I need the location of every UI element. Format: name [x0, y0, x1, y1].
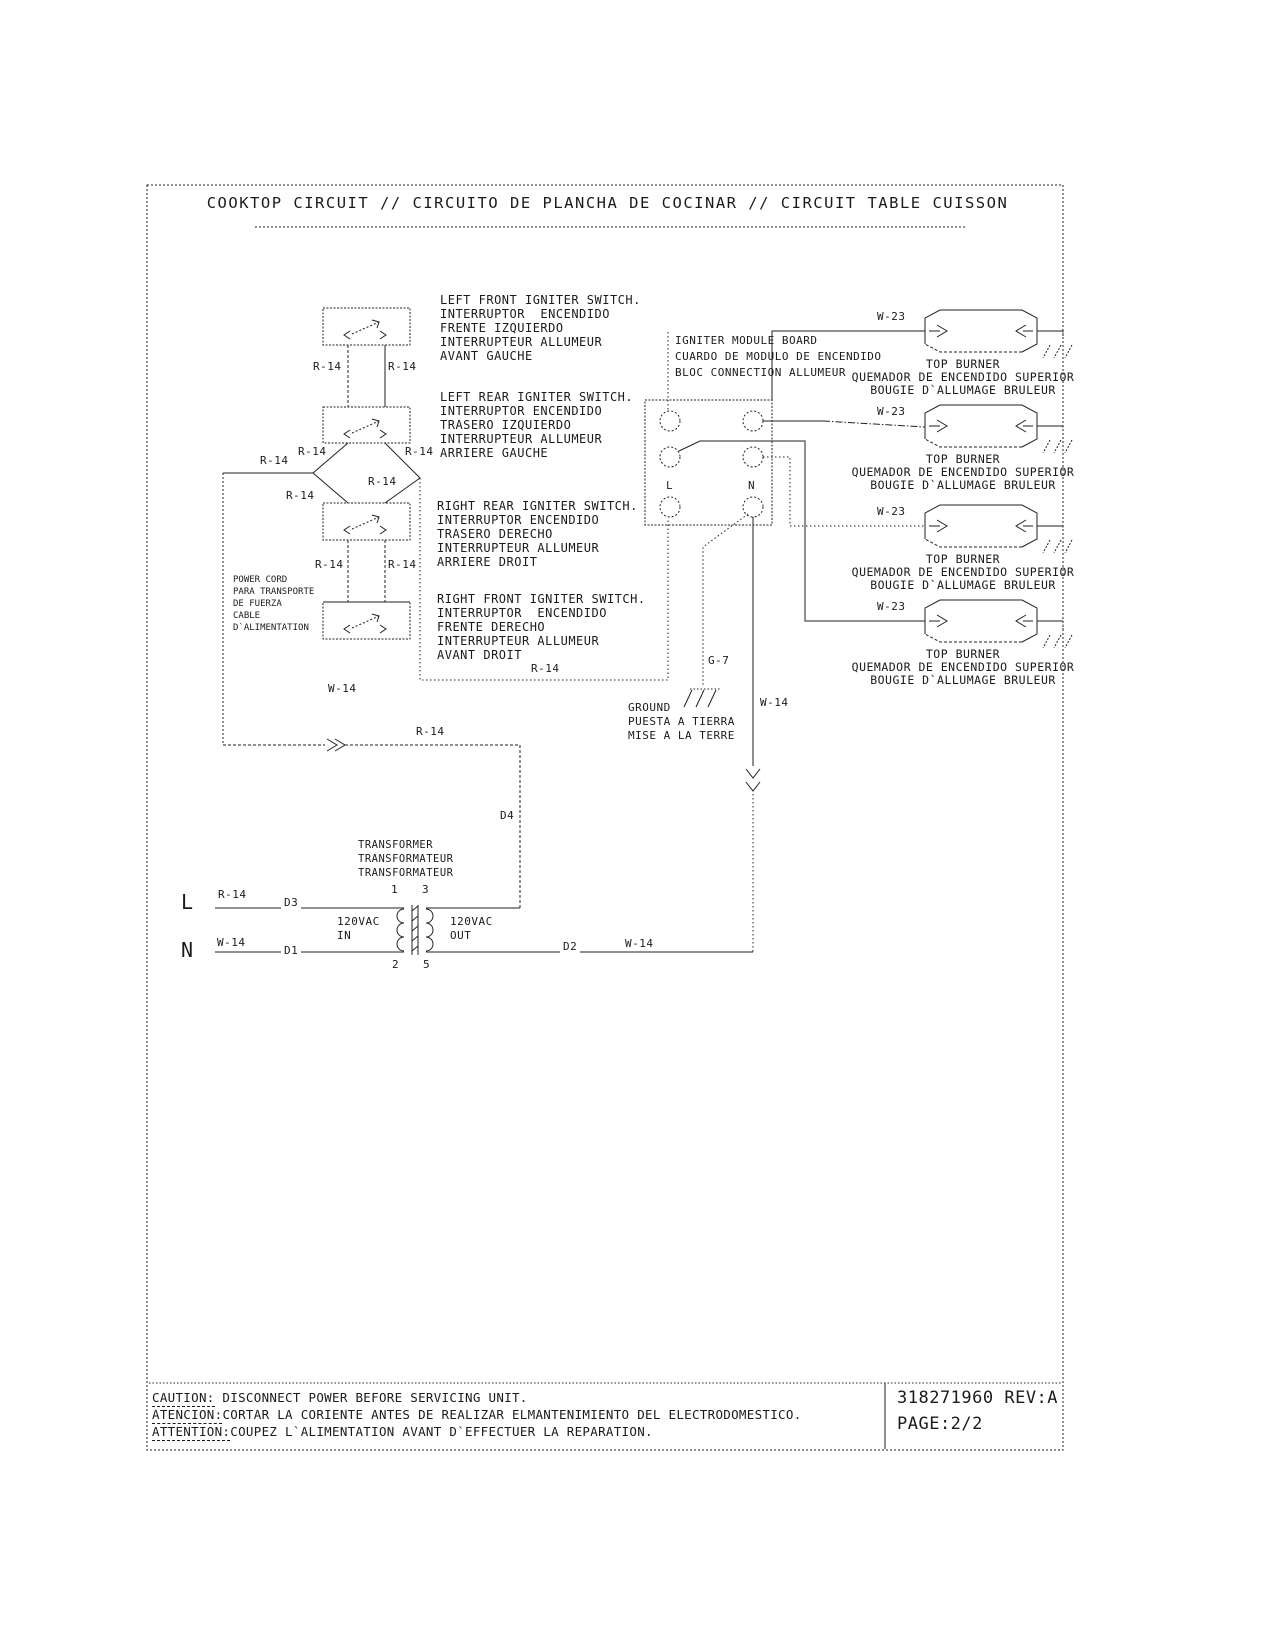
- wire-label-r14: R-14: [313, 360, 342, 373]
- wire-label-d3: D3: [281, 897, 301, 909]
- burner2-caption: QUEMADOR DE ENCENDIDO SUPERIOR: [851, 465, 1075, 479]
- switch1-label: AVANT GAUCHE: [440, 349, 533, 363]
- pin-2-label: 2: [392, 958, 400, 971]
- vac-out-label: 120VAC: [450, 915, 493, 928]
- wire-label-d4: D4: [500, 809, 515, 822]
- wire-label-d2: D2: [560, 941, 580, 953]
- page-title: COOKTOP CIRCUIT // CIRCUITO DE PLANCHA DE COCINAR // CIRCUIT TABLE CUISSON: [206, 194, 1009, 212]
- line-terminal-label: L: [181, 890, 194, 914]
- terminal-n-label: N: [748, 479, 756, 492]
- wire-label-r14: R-14: [260, 454, 289, 467]
- spark-electrode-icon: [1043, 345, 1072, 358]
- switch2-label: ARRIERE GAUCHE: [440, 446, 549, 460]
- switch4-label: AVANT DROIT: [437, 648, 522, 662]
- pin-1-label: 1: [391, 883, 399, 896]
- switch2-label: INTERRUPTOR ENCENDIDO: [440, 404, 603, 418]
- burner3-caption: QUEMADOR DE ENCENDIDO SUPERIOR: [851, 565, 1075, 579]
- part-number: 318271960 REV:A: [897, 1388, 1059, 1408]
- wire-label-w23: W-23: [877, 505, 906, 518]
- caution-text: DISCONNECT POWER BEFORE SERVICING UNIT.: [214, 1390, 528, 1405]
- wire-label-w23: W-23: [877, 310, 906, 323]
- burner1-caption: BOUGIE D`ALLUMAGE BRULEUR: [870, 383, 1056, 397]
- module-board-label: BLOC CONNECTION ALLUMEUR: [675, 366, 846, 379]
- switch3-label: RIGHT REAR IGNITER SWITCH.: [437, 499, 638, 513]
- transformer-title: TRANSFORMER: [358, 839, 434, 851]
- igniter-switch-boxes: [323, 308, 410, 639]
- spark-electrode-icon: [1043, 440, 1072, 453]
- switch3-label: TRASERO DERECHO: [437, 527, 553, 541]
- ground-label: GROUND: [628, 701, 671, 714]
- wire-label-r14: R-14: [298, 445, 327, 458]
- wire-label-r14: R-14: [218, 888, 247, 901]
- switch4-label: INTERRUPTOR ENCENDIDO: [437, 606, 607, 620]
- wire-label-w14: W-14: [760, 696, 789, 709]
- switch2-label: TRASERO IZQUIERDO: [440, 418, 572, 432]
- burner4-caption: BOUGIE D`ALLUMAGE BRULEUR: [870, 673, 1056, 687]
- wire-label-r14: R-14: [368, 475, 397, 488]
- switch1-label: FRENTE IZQUIERDO: [440, 321, 564, 335]
- wire-label-w23: W-23: [877, 600, 906, 613]
- page-indicator: PAGE:2/2: [897, 1414, 983, 1434]
- inline-connector-icon: [327, 739, 345, 751]
- power-cord-label: CABLE: [233, 611, 261, 621]
- burner4-caption: TOP BURNER: [925, 647, 1001, 661]
- module-board-label: IGNITER MODULE BOARD: [675, 334, 818, 347]
- atencion-text: CORTAR LA CORIENTE ANTES DE REALIZAR ELMANTENIMIENTO DEL ELECTRODOMESTICO.: [222, 1407, 802, 1422]
- attention-word: ATTENTION:: [152, 1424, 231, 1439]
- switch4-label: INTERRUPTEUR ALLUMEUR: [437, 634, 600, 648]
- switch4-label: RIGHT FRONT IGNITER SWITCH.: [437, 592, 646, 606]
- wire-label-r14: R-14: [416, 725, 445, 738]
- switch1-label: LEFT FRONT IGNITER SWITCH.: [440, 293, 641, 307]
- attention-line: [152, 1424, 653, 1439]
- burner3-caption: TOP BURNER: [925, 552, 1001, 566]
- pin-5-label: 5: [423, 958, 431, 971]
- atencion-word: ATENCION:: [152, 1407, 223, 1422]
- burner1-caption: QUEMADOR DE ENCENDIDO SUPERIOR: [851, 370, 1075, 384]
- vac-in-label: 120VAC: [337, 915, 380, 928]
- wire-label-r14: R-14: [388, 360, 417, 373]
- module-board-label: CUARDO DE MODULO DE ENCENDIDO: [675, 350, 882, 363]
- switch1-label: INTERRUPTOR ENCENDIDO: [440, 307, 610, 321]
- wire-label-r14: R-14: [315, 558, 344, 571]
- terminal-l-label: L: [666, 479, 674, 492]
- spark-electrode-icon: [1043, 540, 1072, 553]
- wire-label-r14: R-14: [388, 558, 417, 571]
- switch3-label: ARRIERE DROIT: [437, 555, 538, 569]
- vac-in-label: IN: [337, 929, 352, 942]
- caution-line: [152, 1390, 528, 1405]
- power-cord-label: DE FUERZA: [233, 599, 282, 609]
- wire-label-r14: R-14: [405, 445, 434, 458]
- burner2-caption: BOUGIE D`ALLUMAGE BRULEUR: [870, 478, 1056, 492]
- wire-label-w14: W-14: [217, 936, 246, 949]
- burner4-caption: QUEMADOR DE ENCENDIDO SUPERIOR: [851, 660, 1075, 674]
- switch4-label: FRENTE DERECHO: [437, 620, 546, 634]
- wire-label-w23: W-23: [877, 405, 906, 418]
- power-cord-label: PARA TRANSPORTE: [233, 587, 315, 597]
- burner1-caption: TOP BURNER: [925, 357, 1001, 371]
- ground-icon: [684, 690, 716, 707]
- transformer-title: TRANSFORMATEUR: [358, 867, 454, 879]
- power-cord-label: POWER CORD: [233, 575, 288, 585]
- caution-word: CAUTION:: [152, 1390, 215, 1405]
- ground-label: MISE A LA TERRE: [628, 729, 735, 742]
- wire-label-w14: W-14: [328, 682, 357, 695]
- wire-label-r14: R-14: [286, 489, 315, 502]
- ground-label: PUESTA A TIERRA: [628, 715, 735, 728]
- atencion-line: [152, 1407, 802, 1422]
- spark-electrode-icon: [1043, 635, 1072, 648]
- wire-label-d1: D1: [281, 945, 301, 957]
- switch2-label: INTERRUPTEUR ALLUMEUR: [440, 432, 603, 446]
- transformer-title: TRANSFORMATEUR: [358, 853, 454, 865]
- wire-label-w14: W-14: [622, 938, 657, 950]
- power-cord-label: D`ALIMENTATION: [233, 623, 309, 633]
- switch3-label: INTERRUPTEUR ALLUMEUR: [437, 541, 600, 555]
- burner2-caption: TOP BURNER: [925, 452, 1001, 466]
- wire-label-g7: G-7: [708, 654, 730, 667]
- pin-3-label: 3: [422, 883, 430, 896]
- switch2-label: LEFT REAR IGNITER SWITCH.: [440, 390, 634, 404]
- switch1-label: INTERRUPTEUR ALLUMEUR: [440, 335, 603, 349]
- switch3-label: INTERRUPTOR ENCENDIDO: [437, 513, 600, 527]
- attention-text: COUPEZ L`ALIMENTATION AVANT D`EFFECTUER LA REPARATION.: [230, 1424, 653, 1439]
- connector-arrow-icon: [746, 769, 760, 791]
- neutral-terminal-label: N: [181, 938, 194, 962]
- vac-out-label: OUT: [450, 929, 472, 942]
- wire-label-r14: R-14: [531, 662, 560, 675]
- burner3-caption: BOUGIE D`ALLUMAGE BRULEUR: [870, 578, 1056, 592]
